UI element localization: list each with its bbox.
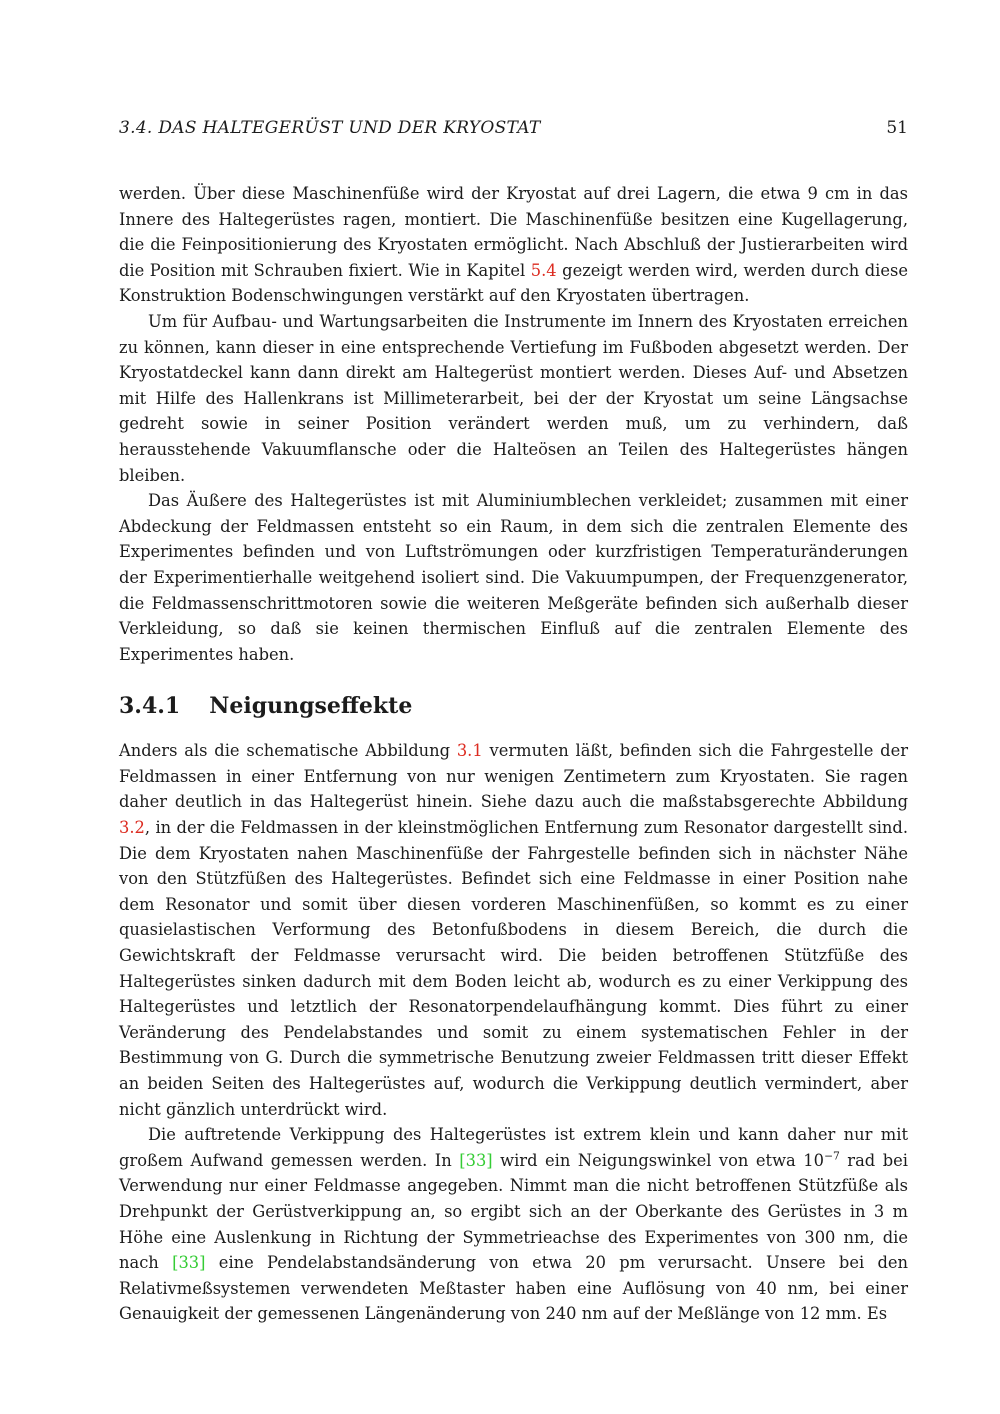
running-header xyxy=(119,116,908,140)
text-run: Anders als die schematische Abbildung xyxy=(119,741,457,761)
running-header-section-title: 3.4. DAS HALTEGERÜST UND DER KRYOSTAT xyxy=(119,118,541,138)
paragraph-tilt-measurement xyxy=(119,1122,908,1327)
text-run: eine Pendelabstandsänderung von etwa 20 pm verursacht. Unsere bei den Relativmeßsystemen verwendeten Meßtaster haben eine Auflösung von 40 nm, bei einer Genauigkeit der gemessenen Längenänderung von 240 nm auf der Meßlänge von 12 mm. Es xyxy=(119,1253,908,1324)
page-body xyxy=(119,181,908,1327)
figure-link-3-1[interactable]: 3.1 xyxy=(456,741,483,761)
chapter-link-5-4[interactable]: 5.4 xyxy=(530,260,557,280)
exponent-text: −7 xyxy=(823,1149,840,1163)
text-run: rad bei Verwendung nur einer Feldmasse angegeben. Nimmt man die nicht betroffenen Stützfüße als Drehpunkt der Gerüstverkippung an, so ergibt sich an der Oberkante des Gerüstes in 3 m Höhe eine Auslenkung in Richtung der Symmetrieachse des Experimentes von 300 nm, die nach xyxy=(119,1150,908,1273)
subsection-title: Neigungseffekte xyxy=(209,693,413,720)
subsection-number: 3.4.1 xyxy=(119,693,181,720)
text-run: , in der die Feldmassen in der kleinstmöglichen Entfernung zum Resonator dargestellt sind. Die dem Kryostaten nahen Maschinenfüße der Fahrgestelle befinden sich in nächster Nähe von den Stützfüßen des Haltegerüstes. Befindet sich eine Feldmasse in einer Position nahe dem Resonator und somit über diesen vorderen Maschinenfüßen, so kommt es zu einer quasielastischen Verformung des Betonfußbodens in diesem Bereich, die durch die Gewichtskraft der Feldmasse verursacht wird. Die beiden betroffenen Stützfüße des Haltegerüstes sinken dadurch mit dem Boden leicht ab, wodurch es zu einer Verkippung des Haltegerüstes und letztlich der Resonatorpendelaufhängung kommt. Dies führt zu einer Veränderung des Pendelabstandes und somit zu einem systematischen Fehler in der Bestimmung von G. Durch die symmetrische Benutzung zweier Feldmassen tritt dieser Effekt an beiden Seiten des Haltegerüstes auf, wodurch die Verkippung deutlich vermindert, aber nicht gänzlich unterdrückt wird. xyxy=(119,818,908,1119)
text-run: Um für Aufbau- und Wartungsarbeiten die Instrumente im Innern des Kryostaten erreichen zu können, kann dieser in eine entsprechende Vertiefung im Fußboden abgesetzt werden. Der Kryostatdeckel kann dann direkt am Haltegerüst montiert werden. Dieses Auf- und Absetzen mit Hilfe des Hallenkrans ist Millimeterarbeit, bei der der Kryostat um seine Längsachse gedreht sowie in seiner Position verändert werden muß, um zu verhindern, daß herausstehende Vakuumflansche oder die Halteösen an Teilen des Haltegerüstes hängen bleiben. xyxy=(119,311,908,485)
text-run: vermuten läßt, befinden sich die Fahrgestelle der Feldmassen in einer Entfernung von nur wenigen Zentimetern zum Kryostaten. Sie ragen daher deutlich in das Haltegerüst hinein. Siehe dazu auch die maßstabsgerechte Abbildung xyxy=(119,741,908,812)
paragraph-cladding xyxy=(119,488,908,667)
text-run: Das Äußere des Haltegerüstes ist mit Aluminiumblechen verkleidet; zusammen mit einer Abdeckung der Feldmassen entsteht so ein Raum, in dem sich die zentralen Elemente des Experimentes befinden und von Luftströmungen oder kurzfristigen Temperaturänderungen der Experimentierhalle weitgehend isoliert sind. Die Vakuumpumpen, der Frequenzgenerator, die Feldmassenschrittmotoren sowie die weiteren Meßgeräte befinden sich außerhalb dieser Verkleidung, so daß sie keinen thermischen Einfluß auf die zentralen Elemente des Experimentes haben. xyxy=(119,491,908,664)
text-run: Die auftretende Verkippung des Haltegerüstes ist extrem klein und kann daher nur mit großem Aufwand gemessen werden. In xyxy=(119,1125,908,1170)
text-run: werden. Über diese Maschinenfüße wird der Kryostat auf drei Lagern, die etwa 9 cm in das Innere des Haltegerüstes ragen, montiert. Die Maschinenfüße besitzen eine Kugellagerung, die die Feinpositionierung des Kryostaten ermöglicht. Nach Abschluß der Justierarbeiten wird die Position mit Schrauben fixiert. Wie in Kapitel xyxy=(119,184,908,280)
citation-link-33-b[interactable]: [33] xyxy=(172,1253,206,1273)
subsection-heading xyxy=(119,693,908,720)
paragraph-machine-feet xyxy=(119,181,908,309)
text-run: wird ein Neigungswinkel von etwa 10 xyxy=(492,1150,824,1170)
page-number: 51 xyxy=(886,118,908,138)
figure-link-3-2[interactable]: 3.2 xyxy=(119,818,145,838)
citation-link-33-a[interactable]: [33] xyxy=(459,1150,493,1170)
text-run: gezeigt werden wird, werden durch diese Konstruktion Bodenschwingungen verstärkt auf den Kryostaten übertragen. xyxy=(119,260,908,306)
paragraph-tilt-effects xyxy=(119,738,908,1122)
paragraph-maintenance xyxy=(119,309,908,488)
